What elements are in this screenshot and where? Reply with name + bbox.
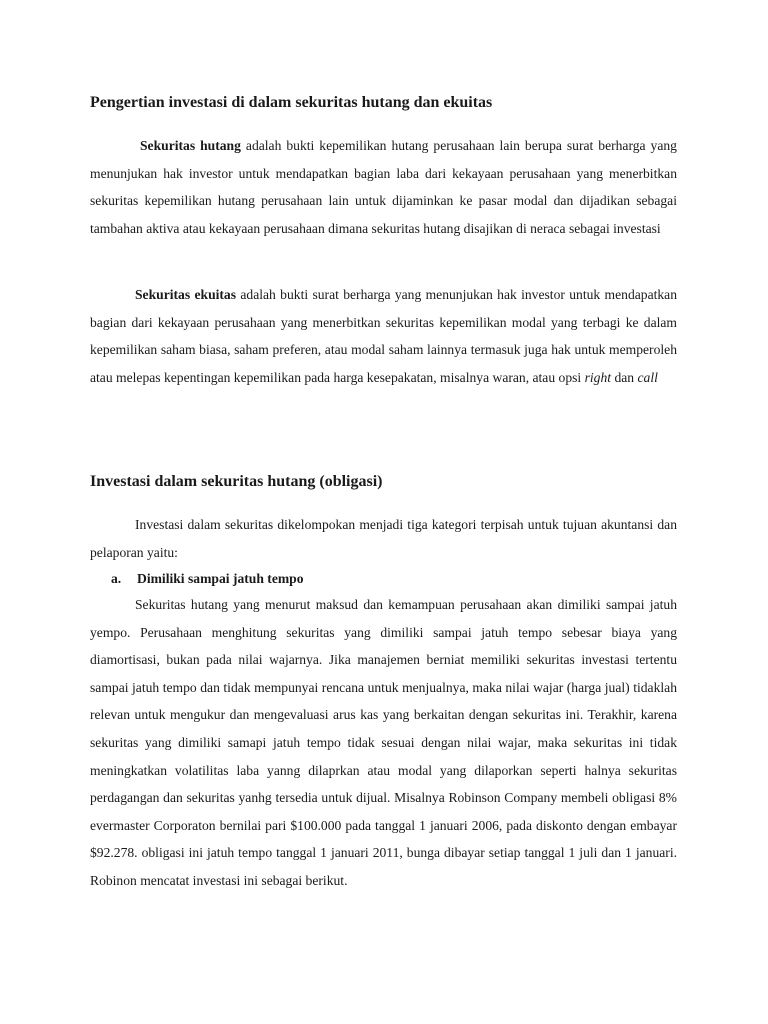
term-equity-securities: Sekuritas ekuitas <box>135 287 237 302</box>
paragraph-debt-securities-text: adalah bukti kepemilikan hutang perusahaan lain berupa surat berharga yang menunjukan hak investor untuk mendapatkan bagian laba dari kekayaan perusahaan yang menerbitkan sekuritas kepemilikan hutang perusahaan lain untuk dijaminkan ke pasar modal dan dijadikan sebagai tambahan aktiva atau kekayaan perusahaan dimana sekuritas hutang disajikan di neraca sebagai investasi <box>90 138 677 236</box>
term-call: call <box>637 369 658 385</box>
paragraph-categories-intro: Investasi dalam sekuritas dikelompokan menjadi tiga kategori terpisah untuk tujuan akuntansi dan pelaporan yaitu: <box>90 517 677 560</box>
term-right: right <box>584 369 612 385</box>
list-item-label: Dimiliki sampai jatuh tempo <box>137 571 304 586</box>
paragraph-equity-securities <box>90 281 677 391</box>
connector-and: dan <box>611 369 638 385</box>
section-heading-definition: Pengertian investasi di dalam sekuritas hutang dan ekuitas <box>90 94 493 111</box>
paragraph-equity-securities-text: adalah bukti surat berharga yang menunjukan hak investor untuk mendapatkan bagian dari kekayaan perusahaan yang menerbitkan sekuritas kepemilikan modal yang terbagi ke dalam kepemilikan saham biasa, saham preferen, atau modal saham lainnya termasuk juga hak untuk memperoleh atau melepas kepentingan kepemilikan pada harga kesepakatan, misalnya waran, atau opsi <box>90 287 678 385</box>
section-heading-bond-investment: Investasi dalam sekuritas hutang (obligasi) <box>90 473 383 490</box>
term-debt-securities: Sekuritas hutang <box>140 138 241 153</box>
list-marker: a. <box>111 571 122 586</box>
paragraph-held-to-maturity: Sekuritas hutang yang menurut maksud dan kemampuan perusahaan akan dimiliki sampai jatuh yempo. Perusahaan menghitung sekuritas yang dimiliki sampai jatuh tempo sebesar biaya yang diamortisasi, bukan pada nilai wajarnya. Jika manajemen berniat memiliki sekuritas investasi tertentu sampai jatuh tempo dan tidak mempunyai rencana untuk menjualnya, maka nilai wajar (harga jual) tidaklah relevan untuk mengukur dan mengevaluasi arus kas yang berkaitan dengan sekuritas ini. Terakhir, karena sekuritas yang dimiliki samapi jatuh tempo tidak sesuai dengan nilai wajar, maka sekuritas ini tidak meningkatkan volatilitas laba yanng dilaprkan atau modal yang dilaporkan seperti halnya sekuritas perdagangan dan sekuritas yanhg tersedia untuk dijual. Misalnya Robinson Company membeli obligasi 8% evermaster Corporaton bernilai pari $100.000 pada tanggal 1 januari 2006, pada diskonto dengan embayar $92.278. obligasi ini jatuh tempo tanggal 1 januari 2011, bunga dibayar setiap tanggal 1 juli dan 1 januari. Robinon mencatat investasi ini sebagai berikut. <box>90 597 677 888</box>
list-item-held-to-maturity <box>111 565 671 593</box>
paragraph-debt-securities <box>90 132 677 242</box>
